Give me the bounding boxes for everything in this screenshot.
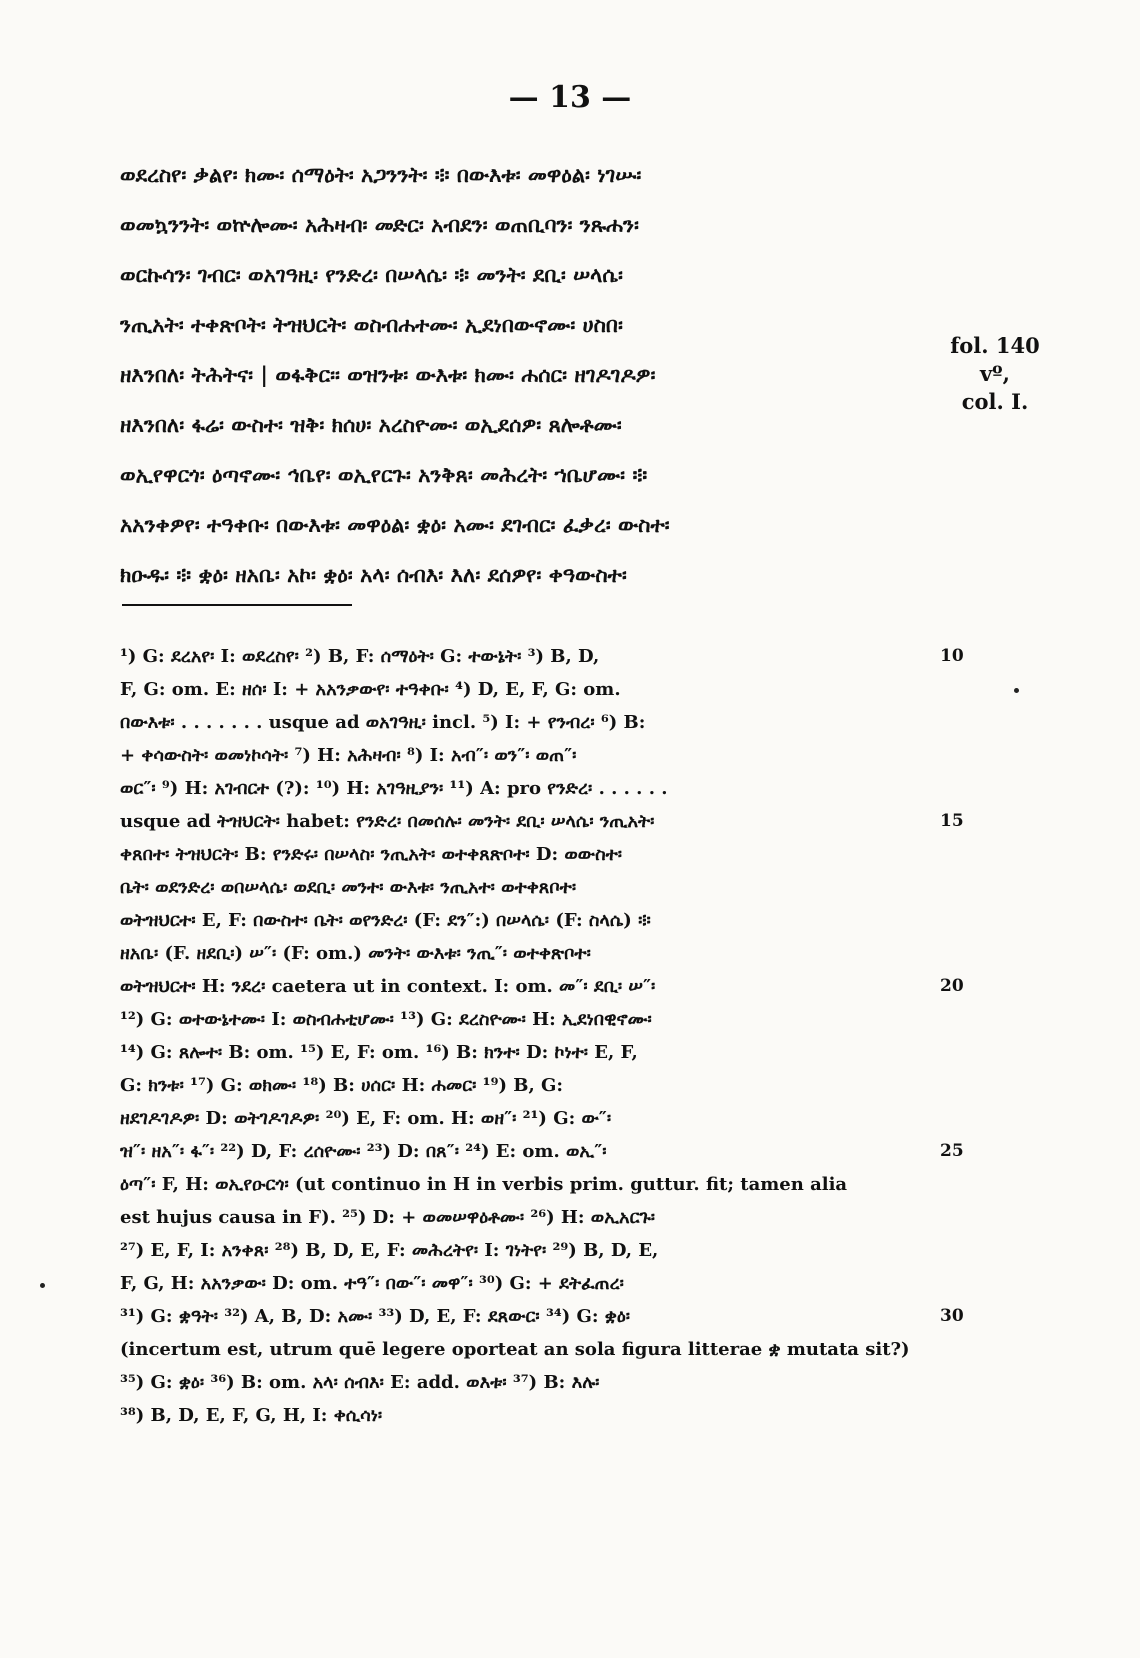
footnote-line: ዘአቤ፡ (F. ዘደቢ፡) ሠ″፡ (F: om.) መንት፡ ውእቱ፡ ንጢ″፡ ወተቀጽቦተ፡ — [120, 943, 591, 964]
main-text-line: ንጢአት፡ ተቀጽቦት፡ ትዝህርት፡ ወስብሐተሙ፡ ኢደነበውኖሙ፡ ሀስበ፡ — [120, 312, 623, 337]
main-text-line: ክዑዱ፡ ፨ ቋዕ፡ ዘአቤ፡ አኮ፡ ቋዕ፡ አላ፡ ሰብእ፡ እለ፡ ደሰዎየ፡ ቀዓውስተ፡ — [120, 562, 627, 587]
main-text — [120, 150, 940, 600]
main-text-line: ወደረስየ፡ ቃልየ፡ ክሙ፡ ሰማዕት፡ አጋንንት፡ ፨ በውእቱ፡ መዋዕል፡ ነገሡ፡ — [120, 162, 642, 187]
footnote-line: ወትዝህርተ፡ H: ንደረ፡ caetera ut in context. I: om. መ″፡ ደቢ፡ ሠ″፡ — [120, 976, 656, 997]
footnote-line: G: ክንቱ፡ ¹⁷) G: ወክሙ፡ ¹⁸) B: ሀሰር፡ H: ሐመር፡ ¹⁹) B, G: — [120, 1075, 564, 1096]
footnote-line: ³⁸) B, D, E, F, G, H, I: ቀሲሳነ፡ — [120, 1405, 383, 1426]
footnote-line: ቤት፡ ወደንድረ፡ ወበሠላሴ፡ ወደቢ፡ መንተ፡ ውእቱ፡ ንጢአተ፡ ወተቀጸቦተ፡ — [120, 877, 577, 898]
footnote-line: ¹⁴) G: ጸሎተ፡ B: om. ¹⁵) E, F: om. ¹⁶) B: ክንተ፡ D: ኮነተ፡ E, F, — [120, 1042, 638, 1063]
footnote-line: ³¹) G: ቋዓት፡ ³²) A, B, D: አሙ፡ ³³) D, E, F: ደጸውር፡ ³⁴) G: ቋዕ፡ — [120, 1306, 631, 1327]
footnote-divider — [122, 604, 352, 606]
speck-mark — [1014, 688, 1019, 693]
footnote-line: ቀጸበተ፡ ትዝህርት፡ B: የንድሩ፡ በሠላስ፡ ንጢአት፡ ወተቀጸጽቦተ፡ D: ወውስተ፡ — [120, 844, 623, 865]
footnote-line: ወትዝህርተ፡ E, F: በውስተ፡ ቤት፡ ወየንድረ፡ (F: ደን″:) በሠላሴ፡ (F: ስላሴ) ፨ — [120, 910, 651, 931]
footnote-line: usque ad ትዝህርት፡ habet: የንድረ፡ በመሰሉ፡ መንት፡ ደቢ፡ ሠላሴ፡ ንጢአት፡ — [120, 811, 655, 832]
line-number: 25 — [940, 1141, 964, 1161]
main-text-line: ወርኩሳን፡ ገብር፡ ወአገዓዚ፡ የንድረ፡ በሠላሴ፡ ፨ መንት፡ ደቢ፡ ሠላሴ፡ — [120, 262, 623, 287]
main-text-line: ወመኳንንት፡ ወኵሎሙ፡ አሕዛብ፡ መድር፡ አብደን፡ ወጠቢባን፡ ንጹሐን፡ — [120, 212, 639, 237]
footnote-line: est hujus causa in F). ²⁵) D: + ወመሠዋዕቶሙ፡ ²⁶) H: ወኢአርጉ፡ — [120, 1207, 656, 1228]
main-text-line: ዘእንበለ፡ ፋሬ፡ ውስተ፡ ዝቅ፡ ክሰሀ፡ አረስዮሙ፡ ወኢደሰዎ፡ ጸሎቶሙ፡ — [120, 412, 622, 437]
footnote-line: (incertum est, utrum quē legere oporteat an sola figura litterae ቋ mutata sit?) — [120, 1339, 910, 1360]
page-number: — 13 — — [508, 80, 632, 115]
speck-mark — [40, 1283, 45, 1288]
marginal-note-folio: fol. 140 vº, — [950, 333, 1040, 386]
footnote-line: ²⁷) E, F, I: አንቀጸ፡ ²⁸) B, D, E, F: መሕረትየ፡ I: ገነትየ፡ ²⁹) B, D, E, — [120, 1240, 659, 1261]
line-number: 15 — [940, 811, 964, 831]
footnote-line: ዕጣ″፡ F, H: ወኢየዑርጎ፡ (ut continuo in H in verbis prim. guttur. fit; tamen alia — [120, 1174, 848, 1195]
main-text-line: ወኢየዋርጎ፡ ዕጣኖሙ፡ ኅቤየ፡ ወኢየርጉ፡ አንቅጸ፡ መሕረት፡ ኀቤሆሙ፡ ፨ — [120, 462, 648, 487]
footnote-line: F, G, H: አአንቃው፡ D: om. ተዓ″፡ በው″፡ መዋ″፡ ³⁰) G: + ደትፈጠረ፡ — [120, 1273, 624, 1294]
footnote-line: F, G: om. E: ዘሰ፡ I: + አአንቃውየ፡ ተዓቀቡ፡ ⁴) D, E, F, G: om. — [120, 679, 621, 700]
footnote-line: ዝ″፡ ዘአ″፡ ፋ″፡ ²²) D, F: ረሰዮሙ፡ ²³) D: በጸ″፡ ²⁴) E: om. ወኢ″፡ — [120, 1141, 607, 1162]
footnote-line: ወር″፡ ⁹) H: አገብርተ (?): ¹⁰) H: አገዓዚያን፡ ¹¹) A: pro የንድረ፡ . . . . . . — [120, 778, 668, 799]
footnote-line: ዘደገዶገዶዎ፡ D: ወትገዶገዶዎ፡ ²⁰) E, F: om. H: ወዘ″፡ ²¹) G: ው″፡ — [120, 1108, 612, 1129]
line-number: 10 — [940, 646, 964, 666]
footnote-line: ³⁵) G: ቋዕ፡ ³⁶) B: om. አላ፡ ሰብእ፡ E: add. ወእቱ፡ ³⁷) B: እሉ፡ — [120, 1372, 600, 1393]
marginal-note — [935, 332, 1055, 416]
footnote-line: + ቀሳውስት፡ ወመነኮሳት፡ ⁷) H: አሕዛብ፡ ⁸) I: አብ″፡ ወን″፡ ወጠ″፡ — [120, 745, 577, 766]
marginal-note-column: col. I. — [961, 389, 1029, 414]
footnote-line: ¹²) G: ወተውኔተሙ፡ I: ወስብሐቲሆሙ፡ ¹³) G: ደረስዮሙ፡ H: ኢደነበዊኖሙ፡ — [120, 1009, 652, 1030]
line-number: 30 — [940, 1306, 964, 1326]
footnote-line: ¹) G: ደረአየ፡ I: ወደረስየ፡ ²) B, F: ሰማዕት፡ G: ተውኔት፡ ³) B, D, — [120, 646, 600, 667]
main-text-line: ዘእንበለ፡ ትሕትና፡ | ወፋቅር፡፡ ወዝንቱ፡ ውእቱ፡ ክሙ፡ ሐሰር፡ ዘገዶገዶዎ፡ — [120, 362, 656, 387]
footnote-line: በውእቱ፡ . . . . . . . usque ad ወአገዓዚ፡ incl. ⁵) I: + የንብረ፡ ⁶) B: — [120, 712, 646, 733]
footnotes — [120, 640, 940, 1432]
main-text-line: አአንቀዎየ፡ ተዓቀቡ፡ በውእቱ፡ መዋዕል፡ ቋዕ፡ አሙ፡ ደገብር፡ ፈቃረ፡ ውስተ፡ — [120, 512, 670, 537]
line-number: 20 — [940, 976, 964, 996]
